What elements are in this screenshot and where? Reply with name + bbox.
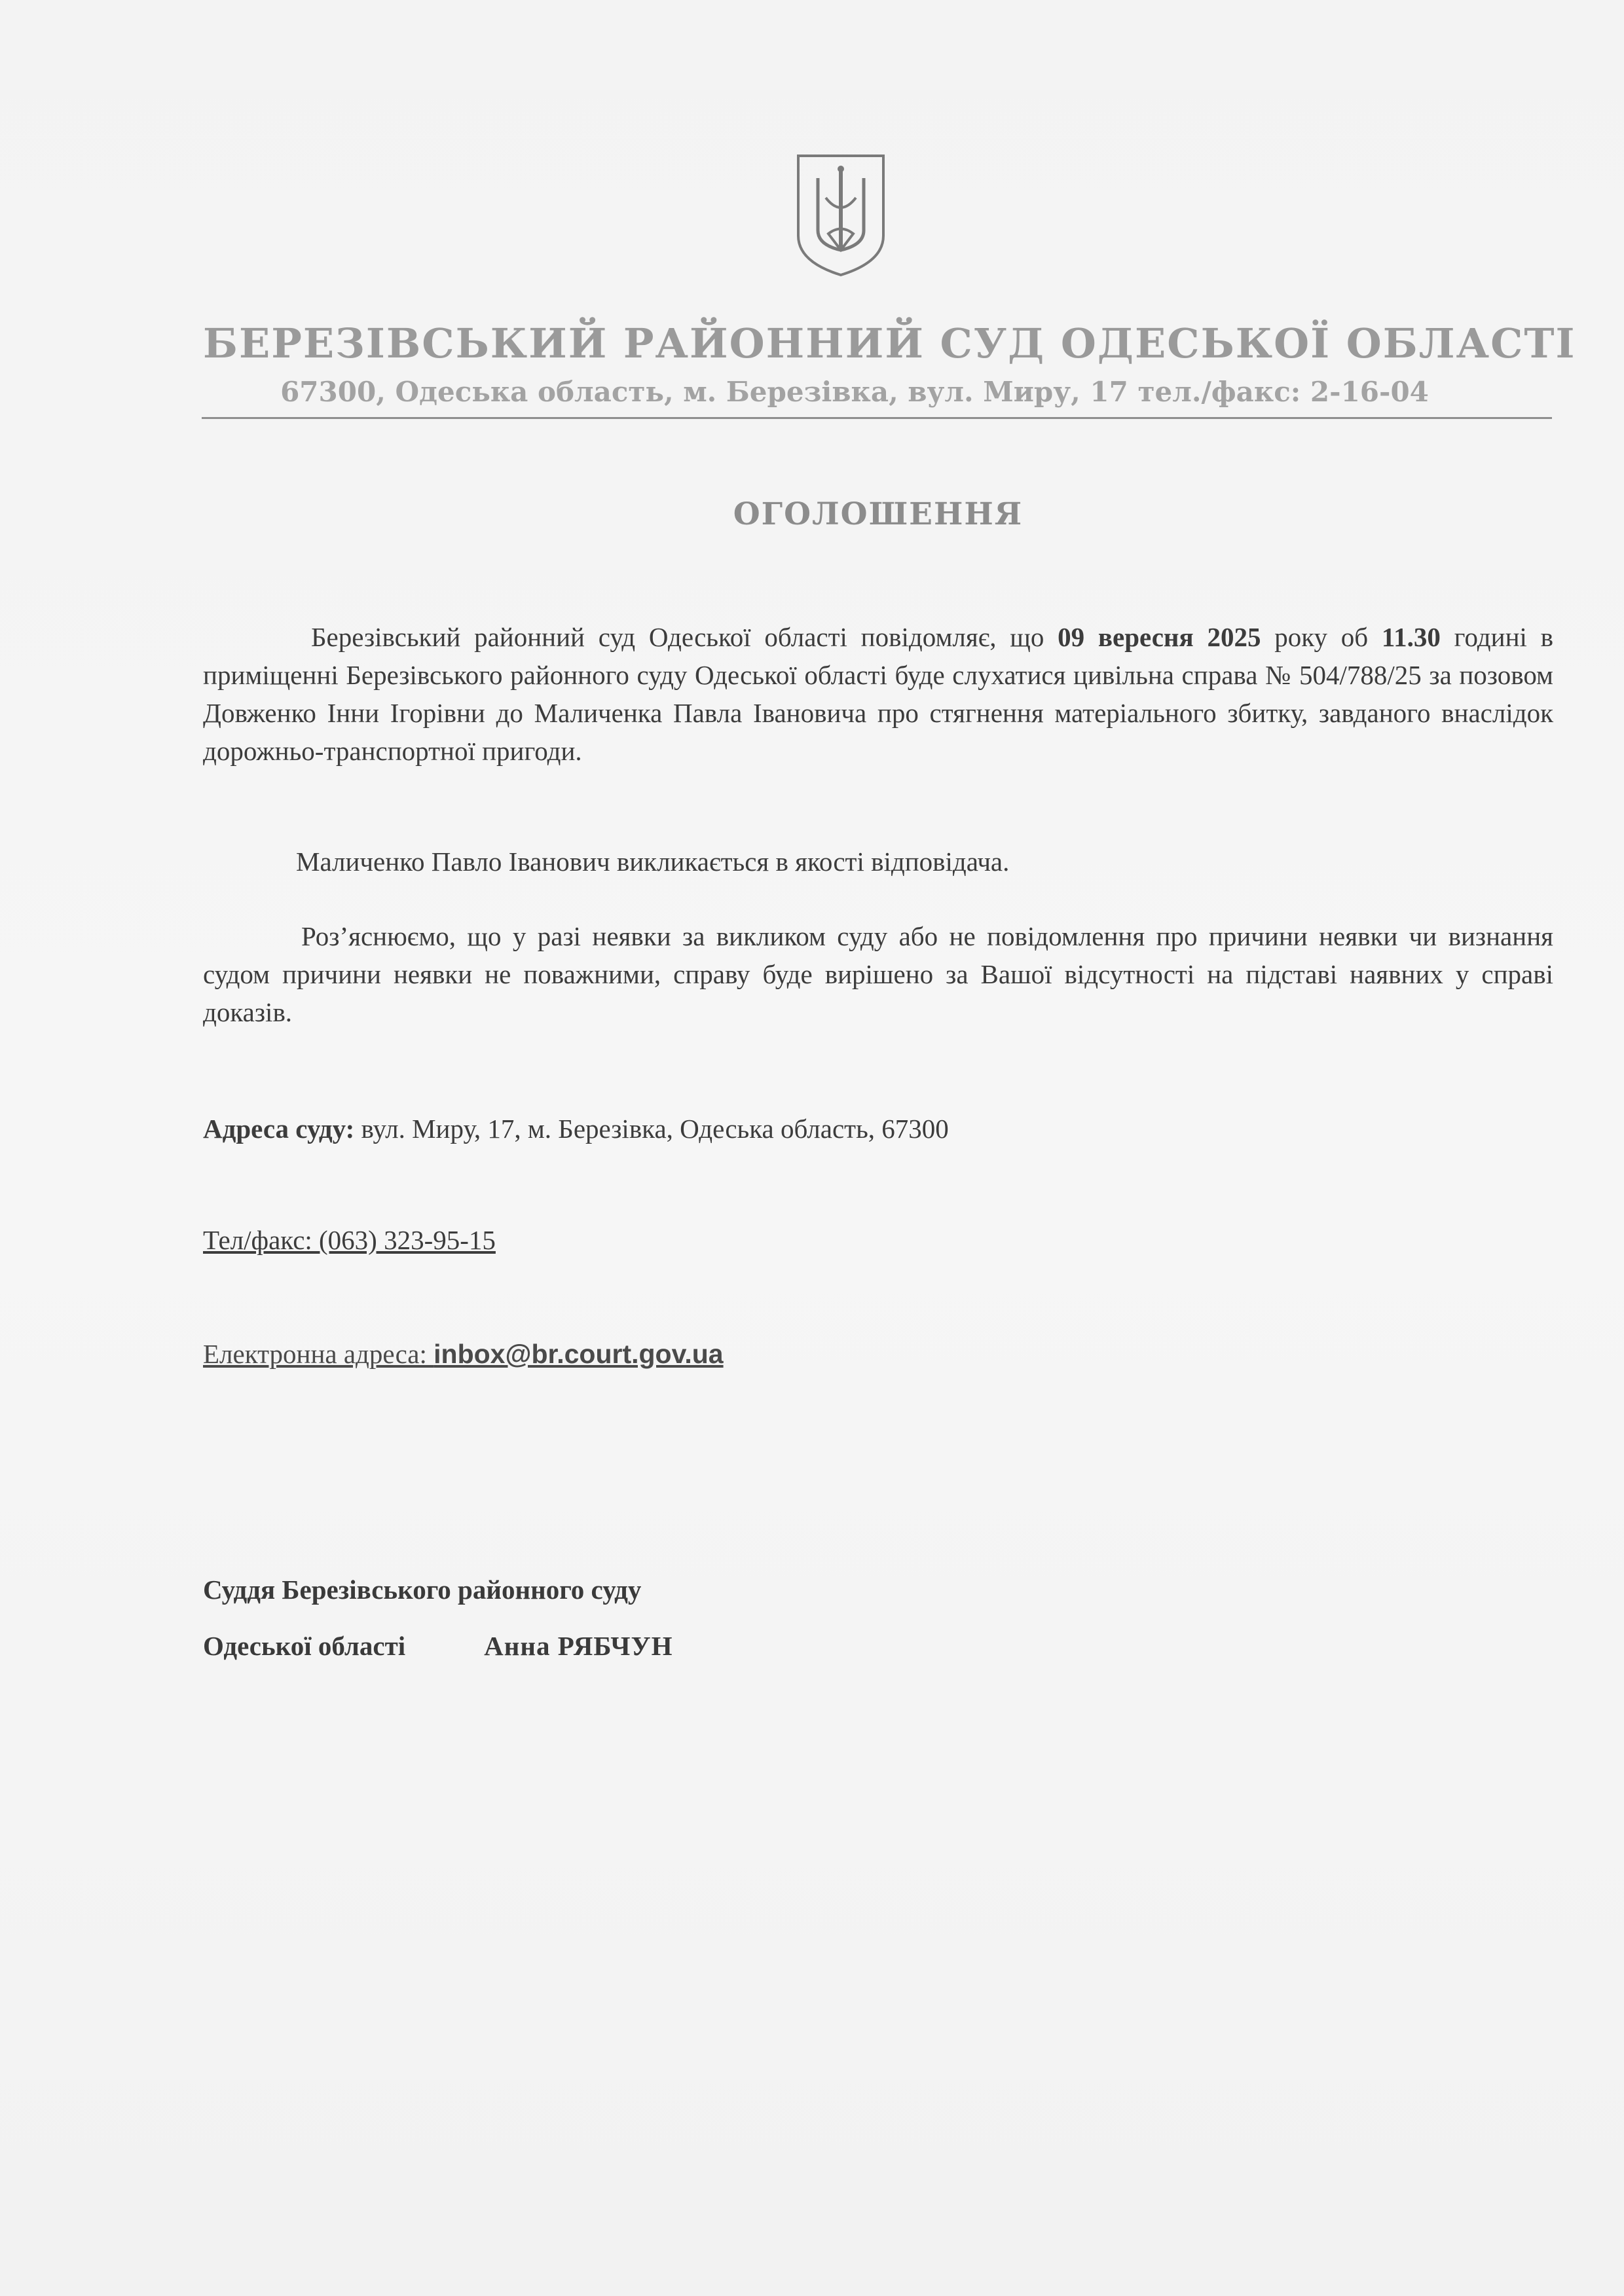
email-label: Електронна адреса: <box>203 1339 434 1369</box>
signature-line <box>203 1630 673 1662</box>
address-label: Адреса суду: <box>203 1114 355 1144</box>
email-line <box>203 1338 724 1370</box>
phone-line: Тел/факс: (063) 323-95-15 <box>203 1225 496 1255</box>
paragraph-text: року об <box>1261 622 1382 652</box>
announcement-paragraph <box>203 618 1553 770</box>
summons-paragraph: Маличенко Павло Іванович викликається в якості відповідача. <box>296 847 1010 877</box>
paragraph-text: годині в приміщенні Березівського районного суду Одеської області буде слухатися цивільна справа № 504/788/25 за позовом Довженко Інни Ігорівни до Маличенка Павла Івановича про стягнення матеріального збитку, завданого внаслідок дорожньо-транспортної пригоди. <box>203 622 1554 766</box>
hearing-date: 09 вересня 2025 <box>1058 622 1261 652</box>
signature-region: Одеської області <box>203 1631 406 1661</box>
hearing-time: 11.30 <box>1381 622 1441 652</box>
court-address-line <box>203 1113 949 1144</box>
coat-of-arms-icon <box>794 152 887 278</box>
paragraph-text: Березівський районний суд Одеської області повідомляє, що <box>311 622 1058 652</box>
address-value: вул. Миру, 17, м. Березівка, Одеська область, 67300 <box>354 1114 949 1144</box>
court-address: 67300, Одеська область, м. Березівка, вул. Миру, 17 тел./факс: 2-16-04 <box>280 376 1429 408</box>
signature-title: Суддя Березівського районного суду <box>203 1575 642 1605</box>
court-name: БЕРЕЗІВСЬКИЙ РАЙОННИЙ СУД ОДЕСЬКОЇ ОБЛАСТІ <box>203 319 1576 367</box>
explanation-paragraph: Роз’яснюємо, що у разі неявки за викликом суду або не повідомлення про причини неявки чи визнання судом причини неявки не поважними, справу буде вирішено за Вашої відсутності на підставі наявних у справі доказів. <box>203 921 1553 1027</box>
header-divider <box>202 417 1552 419</box>
document-title: ОГОЛОШЕННЯ <box>733 496 1024 532</box>
email-link[interactable]: inbox@br.court.gov.ua <box>434 1339 724 1369</box>
judge-name: Анна РЯБЧУН <box>484 1631 673 1661</box>
